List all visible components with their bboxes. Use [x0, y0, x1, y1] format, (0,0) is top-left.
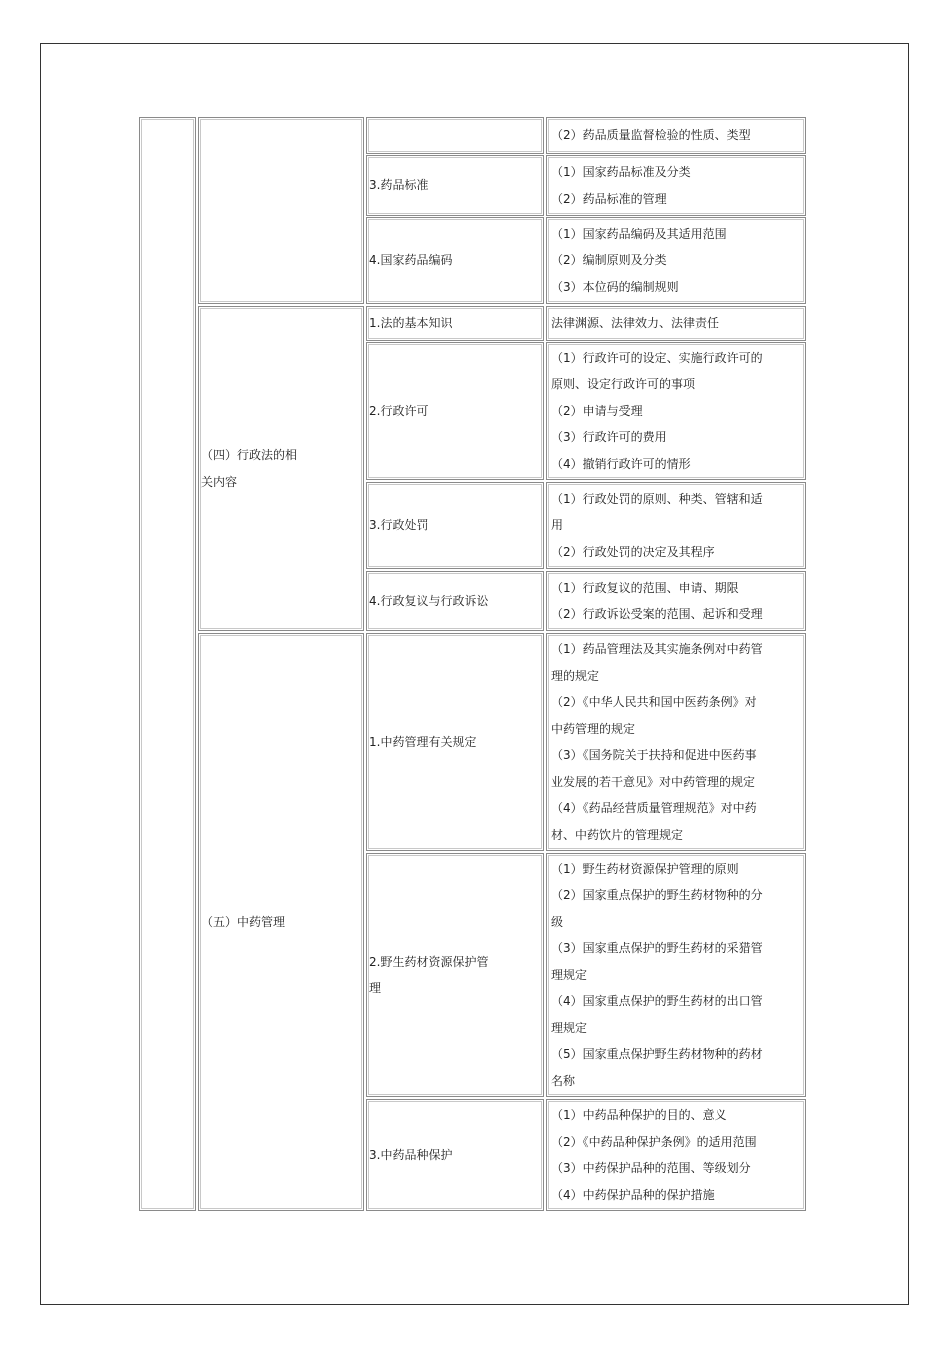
content-line: 级: [551, 914, 564, 929]
content-line: （3）中药保护品种的范围、等级划分: [551, 1161, 751, 1175]
content-line: （3）《国务院关于扶持和促进中医药事: [551, 748, 757, 762]
topic-cell: [366, 306, 544, 341]
topic-cell: [366, 571, 544, 631]
section-cell-continued: [198, 117, 364, 304]
topic-label: 1.法的基本知识: [369, 316, 453, 331]
content-line: （2）《中华人民共和国中医药条例》对: [551, 695, 757, 709]
content-line: （2）行政诉讼受案的范围、起诉和受理: [551, 607, 763, 621]
category-column-cell: [139, 117, 196, 1211]
topic-cell: [366, 217, 544, 304]
content-line: （1）行政复议的范围、申请、期限: [551, 580, 739, 595]
content-line: （1）国家药品编码及其适用范围: [551, 226, 727, 241]
content-line: （4）撤销行政许可的情形: [551, 456, 691, 471]
topic-label: 3.中药品种保护: [369, 1147, 453, 1162]
content-line: 业发展的若干意见》对中药管理的规定: [551, 774, 756, 789]
topic-label: 3.行政处罚: [369, 518, 429, 533]
content-line: （2）编制原则及分类: [551, 253, 667, 268]
content-cell: [546, 217, 806, 304]
topic-cell: [366, 633, 544, 851]
content-line: （2）《中药品种保护条例》的适用范围: [551, 1134, 757, 1149]
topic-cell: [366, 1099, 544, 1211]
content-line: 中药管理的规定: [551, 721, 636, 736]
content-cell: [546, 342, 806, 480]
content-cell: [546, 1099, 806, 1211]
topic-cell: [366, 853, 544, 1097]
section-title: （五）中药管理: [201, 914, 286, 929]
content-line: （5）国家重点保护野生药材物种的药材: [551, 1047, 763, 1062]
content-line: 理的规定: [551, 668, 600, 683]
content-line: （3）行政许可的费用: [551, 430, 667, 445]
content-line: （1）国家药品标准及分类: [551, 165, 691, 179]
content-cell: [546, 633, 806, 851]
section-cell-5: [198, 633, 364, 1211]
content-line: 理规定: [551, 1020, 588, 1035]
section-title-line: 关内容: [201, 474, 238, 489]
content-line: （1）行政处罚的原则、种类、管辖和适: [551, 491, 763, 506]
topic-cell: [366, 342, 544, 480]
topic-label: 3.药品标准: [369, 178, 429, 193]
topic-label: 4.行政复议与行政诉讼: [369, 593, 489, 608]
topic-label: 2.野生药材资源保护管: [369, 954, 489, 969]
topic-label: 理: [369, 981, 382, 995]
content-line: （1）中药品种保护的目的、意义: [551, 1108, 727, 1122]
content-line: 材、中药饮片的管理规定: [551, 827, 684, 842]
content-cell: [546, 306, 806, 341]
content-cell: [546, 571, 806, 631]
section-cell-4: [198, 306, 364, 631]
content-line: 用: [551, 518, 564, 533]
content-line: 理规定: [551, 967, 588, 982]
content-line: （3）本位码的编制规则: [551, 279, 679, 294]
content-line: 名称: [551, 1073, 576, 1088]
section-title-line: （四）行政法的相: [201, 448, 298, 462]
content-cell: [546, 155, 806, 216]
content-line: （2）国家重点保护的野生药材物种的分: [551, 888, 763, 903]
content-line: （1）野生药材资源保护管理的原则: [551, 861, 739, 876]
content-line: （2）行政处罚的决定及其程序: [551, 544, 715, 559]
content-cell: [546, 117, 806, 154]
content-line: 法律渊源、法律效力、法律责任: [551, 316, 720, 331]
topic-label: 2.行政许可: [369, 403, 429, 418]
content-line: （2）药品质量监督检验的性质、类型: [551, 128, 751, 143]
content-line: （4）中药保护品种的保护措施: [551, 1187, 715, 1202]
content-line: （2）药品标准的管理: [551, 191, 667, 206]
topic-label: 1.中药管理有关规定: [369, 734, 477, 749]
content-line: （2）申请与受理: [551, 403, 643, 418]
content-line: （1）行政许可的设定、实施行政许可的: [551, 350, 763, 365]
content-cell: [546, 853, 806, 1097]
content-line: （1）药品管理法及其实施条例对中药管: [551, 642, 763, 656]
content-line: 原则、设定行政许可的事项: [551, 377, 696, 392]
topic-cell: [366, 482, 544, 569]
content-line: （4）国家重点保护的野生药材的出口管: [551, 994, 763, 1009]
content-cell: [546, 482, 806, 569]
topic-cell: [366, 117, 544, 154]
topic-cell: [366, 155, 544, 216]
topic-label: 4.国家药品编码: [369, 253, 453, 268]
content-line: （4）《药品经营质量管理规范》对中药: [551, 801, 757, 815]
content-line: （3）国家重点保护的野生药材的采猎管: [551, 941, 763, 956]
